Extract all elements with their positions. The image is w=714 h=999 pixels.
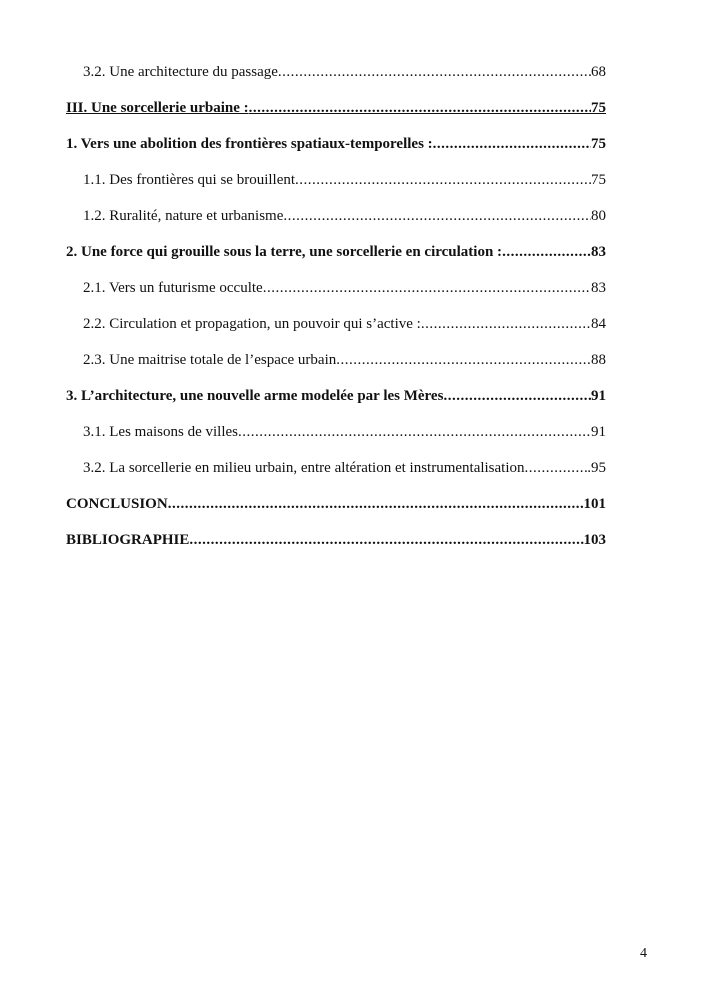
toc-entry (66, 458, 606, 494)
toc-entry-title: 1.1. Des frontières qui se brouillent (83, 172, 296, 188)
toc-entry-page: 84 (591, 316, 606, 332)
dot-leader (443, 386, 591, 406)
toc-entry-title: 1. Vers une abolition des frontières spatiaux-temporelles : (66, 136, 433, 152)
dot-leader (168, 494, 584, 514)
toc-entry-title: 3.1. Les maisons de villes (83, 424, 238, 440)
toc-entry-page: 83 (591, 280, 606, 296)
toc-entry-page: .95 (587, 460, 606, 476)
toc-entry-page: 88 (591, 352, 606, 368)
toc-entry (66, 530, 606, 566)
dot-leader (238, 422, 591, 442)
page-number: 4 (640, 946, 647, 961)
toc-entry (66, 278, 606, 314)
dot-leader (283, 206, 591, 226)
toc-entry-page: 83 (591, 244, 606, 260)
toc-entry-title: 3.2. La sorcellerie en milieu urbain, entre altération et instrumentalisation (83, 460, 525, 476)
dot-leader (525, 458, 588, 478)
toc-entry-title: 3.2. Une architecture du passage (83, 64, 278, 80)
toc-entry (66, 206, 606, 242)
toc-entry-page: 75 (591, 136, 606, 152)
toc-entry-page: 101 (583, 496, 606, 512)
toc-entry-title: 1.2. Ruralité, nature et urbanisme (83, 208, 284, 224)
toc-entry-title: III. Une sorcellerie urbaine : (66, 100, 249, 116)
dot-leader (295, 170, 591, 190)
toc-entry-title: 2.3. Une maitrise totale de l’espace urbain (83, 352, 337, 368)
toc-entry-title: BIBLIOGRAPHIE (66, 532, 190, 548)
toc-entry-page: 75 (591, 172, 606, 188)
table-of-contents (66, 62, 606, 566)
toc-entry-page: 103 (583, 532, 606, 548)
toc-entry (66, 134, 606, 170)
dot-leader (336, 350, 591, 370)
dot-leader (263, 278, 591, 298)
dot-leader (433, 134, 591, 154)
toc-entry-page: 91 (591, 388, 606, 404)
toc-entry (66, 242, 606, 278)
toc-entry-title: CONCLUSION (66, 496, 168, 512)
toc-entry (66, 422, 606, 458)
toc-entry-page: 80 (591, 208, 606, 224)
dot-leader (249, 98, 591, 118)
toc-entry (66, 350, 606, 386)
dot-leader (502, 242, 591, 262)
toc-entry (66, 494, 606, 530)
toc-entry-title: 2. Une force qui grouille sous la terre, une sorcellerie en circulation : (66, 244, 503, 260)
toc-entry (66, 170, 606, 206)
toc-entry (66, 62, 606, 98)
toc-entry (66, 98, 606, 134)
toc-entry (66, 314, 606, 350)
toc-entry-title: 2.1. Vers un futurisme occulte (83, 280, 263, 296)
dot-leader (421, 314, 591, 334)
toc-entry-page: 91 (591, 424, 606, 440)
toc-entry-title: 2.2. Circulation et propagation, un pouvoir qui s’active : (83, 316, 421, 332)
toc-entry-page: 75 (591, 100, 606, 116)
toc-entry (66, 386, 606, 422)
toc-entry-title: 3. L’architecture, une nouvelle arme modelée par les Mères (66, 388, 444, 404)
toc-entry-page: 68 (591, 64, 606, 80)
dot-leader (278, 62, 591, 82)
dot-leader (189, 530, 583, 550)
